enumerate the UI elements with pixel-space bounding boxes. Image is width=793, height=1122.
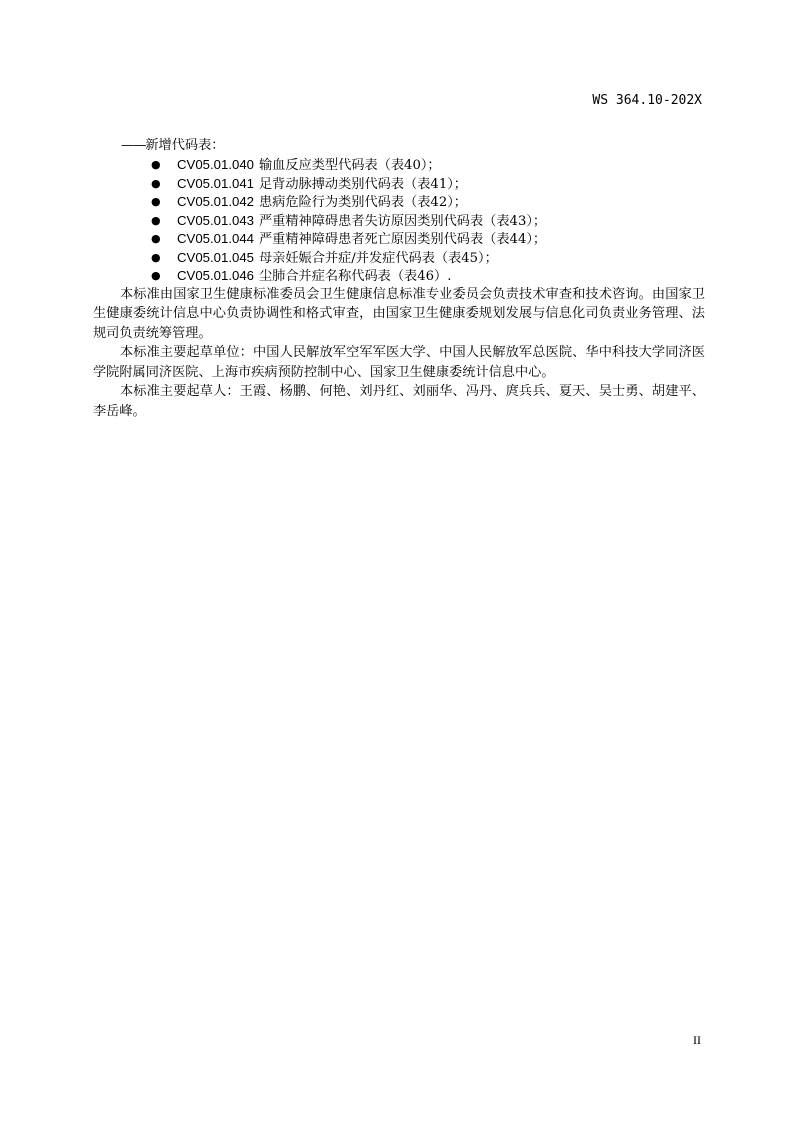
bullet-icon: ● — [151, 250, 161, 264]
table-name: 母亲妊娠合并症/并发症代码表（表45）； — [259, 250, 498, 266]
list-item — [93, 248, 705, 267]
table-code: CV05.01.045 — [177, 249, 254, 265]
bullet-icon: ● — [151, 213, 161, 227]
page-content — [93, 136, 705, 421]
em-dash: —— — [121, 138, 146, 153]
table-code: CV05.01.041 — [177, 175, 254, 191]
list-item — [93, 266, 705, 285]
review-responsibility-paragraph: 本标准由国家卫生健康标准委员会卫生健康信息标准专业委员会负责技术审查和技术咨询。由国家卫生健康委统计信息中心负责协调性和格式审查，由国家卫生健康委规划发展与信息化司负责业务管理、法规司负责统筹管理。 — [93, 286, 705, 341]
table-code: CV05.01.040 — [177, 157, 254, 172]
bullet-icon: ● — [151, 176, 161, 190]
table-code: CV05.01.046 — [177, 268, 254, 283]
heading-label: 新增代码表： — [145, 138, 225, 153]
table-name: 严重精神障碍患者死亡原因类别代码表（表44）； — [259, 232, 547, 247]
list-item — [93, 174, 705, 193]
table-name: 患病危险行为类别代码表（表42）； — [259, 195, 467, 210]
table-name: 输血反应类型代码表（表40）； — [259, 158, 441, 173]
drafters-paragraph: 本标准主要起草人：王霞、杨鹏、何艳、刘丹红、刘丽华、冯丹、庹兵兵、夏天、吴士勇、胡建平、李岳峰。 — [93, 384, 705, 419]
bullet-icon: ● — [151, 269, 161, 282]
drafting-units-paragraph: 本标准主要起草单位：中国人民解放军空军军医大学、中国人民解放军总医院、华中科技大学同济医学院附属同济医院、上海市疾病预防控制中心、国家卫生健康委统计信息中心。 — [93, 345, 705, 380]
list-item — [93, 192, 705, 211]
standard-code-header: WS 364.10-202X — [592, 93, 702, 108]
bullet-icon: ● — [151, 158, 161, 171]
bullet-icon: ● — [151, 232, 161, 245]
list-item — [93, 155, 705, 174]
page-number: II — [693, 1033, 701, 1047]
new-code-tables-heading — [93, 136, 705, 155]
table-name: 尘肺合并症名称代码表（表46）. — [259, 269, 452, 284]
table-name: 严重精神障碍患者失访原因类别代码表（表43）； — [259, 213, 547, 229]
list-item — [93, 229, 705, 248]
table-name: 足背动脉搏动类别代码表（表41）； — [259, 176, 467, 192]
bullet-icon: ● — [151, 195, 161, 208]
table-code: CV05.01.044 — [177, 231, 254, 246]
table-code: CV05.01.043 — [177, 212, 254, 228]
code-table-list — [93, 155, 705, 285]
list-item — [93, 211, 705, 230]
table-code: CV05.01.042 — [177, 194, 254, 209]
